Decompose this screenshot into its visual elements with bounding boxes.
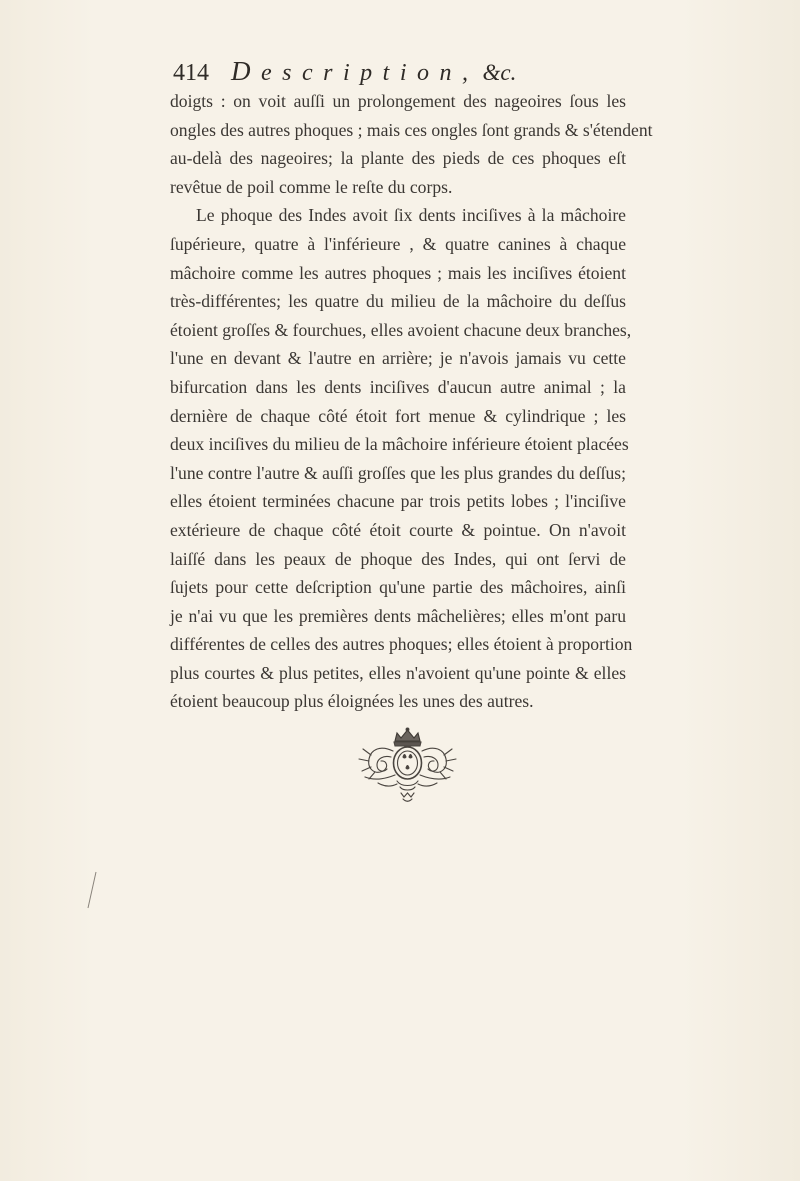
page-number: 414 xyxy=(173,60,209,86)
text-line: revêtue de poil comme le reſte du corps. xyxy=(170,176,453,197)
stray-pencil-mark xyxy=(82,870,102,910)
running-title-initial: D xyxy=(231,56,261,86)
text-line: laiſſé dans les peaux de phoque des Indes, qui ont ſervi de xyxy=(170,548,626,569)
running-title-rest: escription, xyxy=(261,60,479,86)
running-title xyxy=(231,56,479,87)
text-line: plus courtes & plus petites, elles n'avoient qu'une pointe & elles xyxy=(170,662,626,683)
running-title-etc: &c. xyxy=(482,60,517,85)
body-text xyxy=(170,87,653,716)
text-line: très-différentes; les quatre du milieu de la mâchoire du deſſus xyxy=(170,291,626,312)
text-line: je n'ai vu que les premières dents mâchelières; elles m'ont paru xyxy=(170,605,626,626)
text-line: au-delà des nageoires; la plante des pieds de ces phoques eſt xyxy=(170,148,626,169)
text-line: l'une en devant & l'autre en arrière; je n'avois jamais vu cette xyxy=(170,348,626,369)
text-line: ongles des autres phoques ; mais ces ongles ſont grands & s'étendent xyxy=(170,119,653,140)
text-line: étoient beaucoup plus éloignées les unes des autres. xyxy=(170,691,534,712)
text-line: dernière de chaque côté étoit fort menue & cylindrique ; les xyxy=(170,405,626,426)
text-line: Le phoque des Indes avoit ſix dents inciſives à la mâchoire xyxy=(196,205,626,226)
text-line: étoient groſſes & fourchues, elles avoient chacune deux branches, xyxy=(170,319,632,340)
text-line: ſujets pour cette deſcription qu'une partie des mâchoires, ainſi xyxy=(170,577,626,598)
text-line: mâchoire comme les autres phoques ; mais les inciſives étoient xyxy=(170,262,626,283)
text-line: deux inciſives du milieu de la mâchoire inférieure étoient placées xyxy=(170,434,629,455)
text-line: bifurcation dans les dents inciſives d'aucun autre animal ; la xyxy=(170,376,626,397)
text-line: extérieure de chaque côté étoit courte & pointue. On n'avoit xyxy=(170,519,626,540)
text-line: ſupérieure, quatre à l'inférieure , & quatre canines à chaque xyxy=(170,233,626,254)
text-line: doigts : on voit auſſi un prolongement des nageoires ſous les xyxy=(170,91,626,111)
royal-crown-vignette-icon xyxy=(345,727,470,805)
text-line: différentes de celles des autres phoques; elles étoient à proportion xyxy=(170,634,633,655)
text-line: elles étoient terminées chacune par trois petits lobes ; l'inciſive xyxy=(170,491,626,512)
text-line: l'une contre l'autre & auſſi groſſes que les plus grandes du deſſus; xyxy=(170,462,626,483)
